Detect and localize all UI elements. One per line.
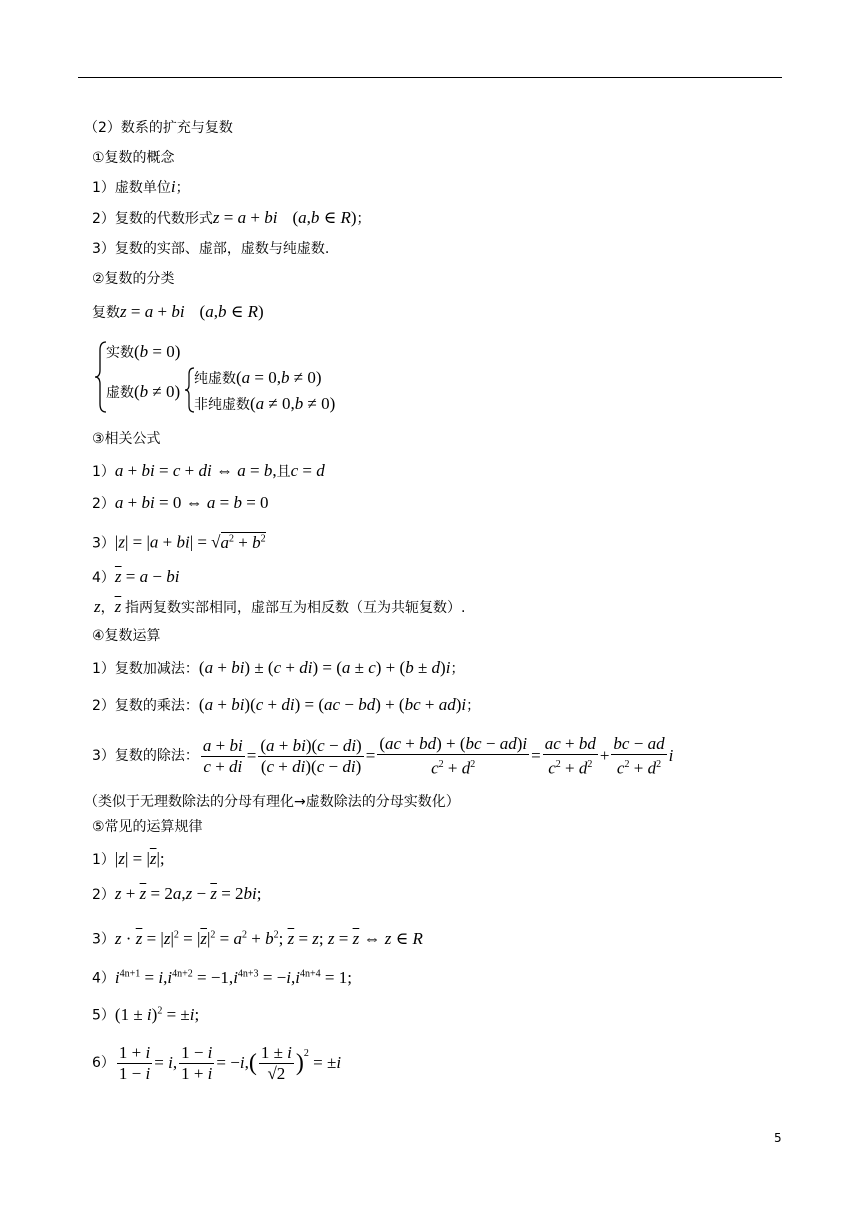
formula-modulus: $3)|z| = |a + bi| = √a^2 + b^2$ <box>92 532 266 552</box>
operation-add-sub: 1）复数加减法：(a + bi) ± (c + di) = (a ± c) + (b ± d)i； <box>92 658 465 677</box>
section-title: （2）数系的扩充与复数 <box>84 120 233 136</box>
analogy-note: （类似于无理数除法的分母有理化→虚数除法的分母实数化） <box>84 794 460 810</box>
class-non-pure-imaginary: 非纯虚数(a ≠ 0,b ≠ 0) <box>194 394 336 413</box>
conjugate-note: z，$\overline{z}$ 指两复数实部相同，虚部互为相反数（互为共轭复数）. <box>94 597 466 616</box>
formula-conjugate: $4)\overline{z} = a$ − bi <box>92 567 180 586</box>
line-imaginary-unit: 1）虚数单位i； <box>92 177 190 196</box>
subheading-operations: ④复数运算 <box>92 628 161 644</box>
class-imaginary: 虚数(b ≠ 0) <box>106 382 181 401</box>
subheading-classification: ②复数的分类 <box>92 271 175 287</box>
rule-6: 6） $\frac{1 + i}{1 - i}$ = i , $\frac{1 - i}{1 + i}$ = − i , ( $\frac{1 \pm i}{√2}$ ) $^2$ = ± i <box>92 1042 342 1083</box>
operation-multiply: 2）复数的乘法：(a + bi)(c + di) = (ac − bd) + (bc + ad)i； <box>92 695 481 714</box>
rule-5: $5)(1 \pm i)^2 = \pm i$; <box>92 1004 200 1024</box>
formula-zero: 2）a + bi = 0 ⇔ a = b = 0 <box>92 493 269 512</box>
header-rule <box>78 77 782 78</box>
subheading-formulas: ③相关公式 <box>92 431 161 447</box>
line-algebraic-form: 2）复数的代数形式z = a + bi (a,b ∈ R)； <box>92 208 371 227</box>
page-number: 5 <box>774 1131 782 1145</box>
rule-4: $4)i^{4n+1} = i,i^{4n+2} = -1,i^{4n+3} = -i,i^{4n+4} = 1$; <box>92 967 352 987</box>
operation-divide: 3）复数的除法： $\frac{a + bi}{c + di}$ = $\frac{(a + bi)(c - di)}{(c + di)(c - di)}$ = $\frac{(ac + bd) + (bc - ad)i}{c^2 + d^2}$ = $\frac{ac + bd}{c^2 + d^2}$ + $\frac{bc - ad}{c^2 + d^2}$ i <box>92 733 674 778</box>
subheading-rules: ⑤常见的运算规律 <box>92 819 203 835</box>
class-real: 实数(b = 0) <box>106 342 181 361</box>
rule-3: $3)z \cdot \overline{z} = |z|^2 = |\overline{z}|^2 = a^2 + b^2$; $\overline{z} = z$; $z = \overline{z}$ ⇔ z ∈ R <box>92 928 423 948</box>
rule-2: $2)z + \overline{z} = 2a,z - \overline{z} = 2bi$; <box>92 884 262 903</box>
classification-lead: 复数z = a + bi (a,b ∈ R) <box>92 302 264 321</box>
rule-1: $1)|z| = |\overline{z}|$; <box>92 849 165 868</box>
line-real-imag-parts: 3）复数的实部、虚部，虚数与纯虚数. <box>92 241 330 257</box>
class-pure-imaginary: 纯虚数(a = 0,b ≠ 0) <box>194 368 322 387</box>
subheading-concept: ①复数的概念 <box>92 150 175 166</box>
formula-equality: 1）a + bi = c + di ⇔ a = b,且c = d <box>92 461 325 480</box>
